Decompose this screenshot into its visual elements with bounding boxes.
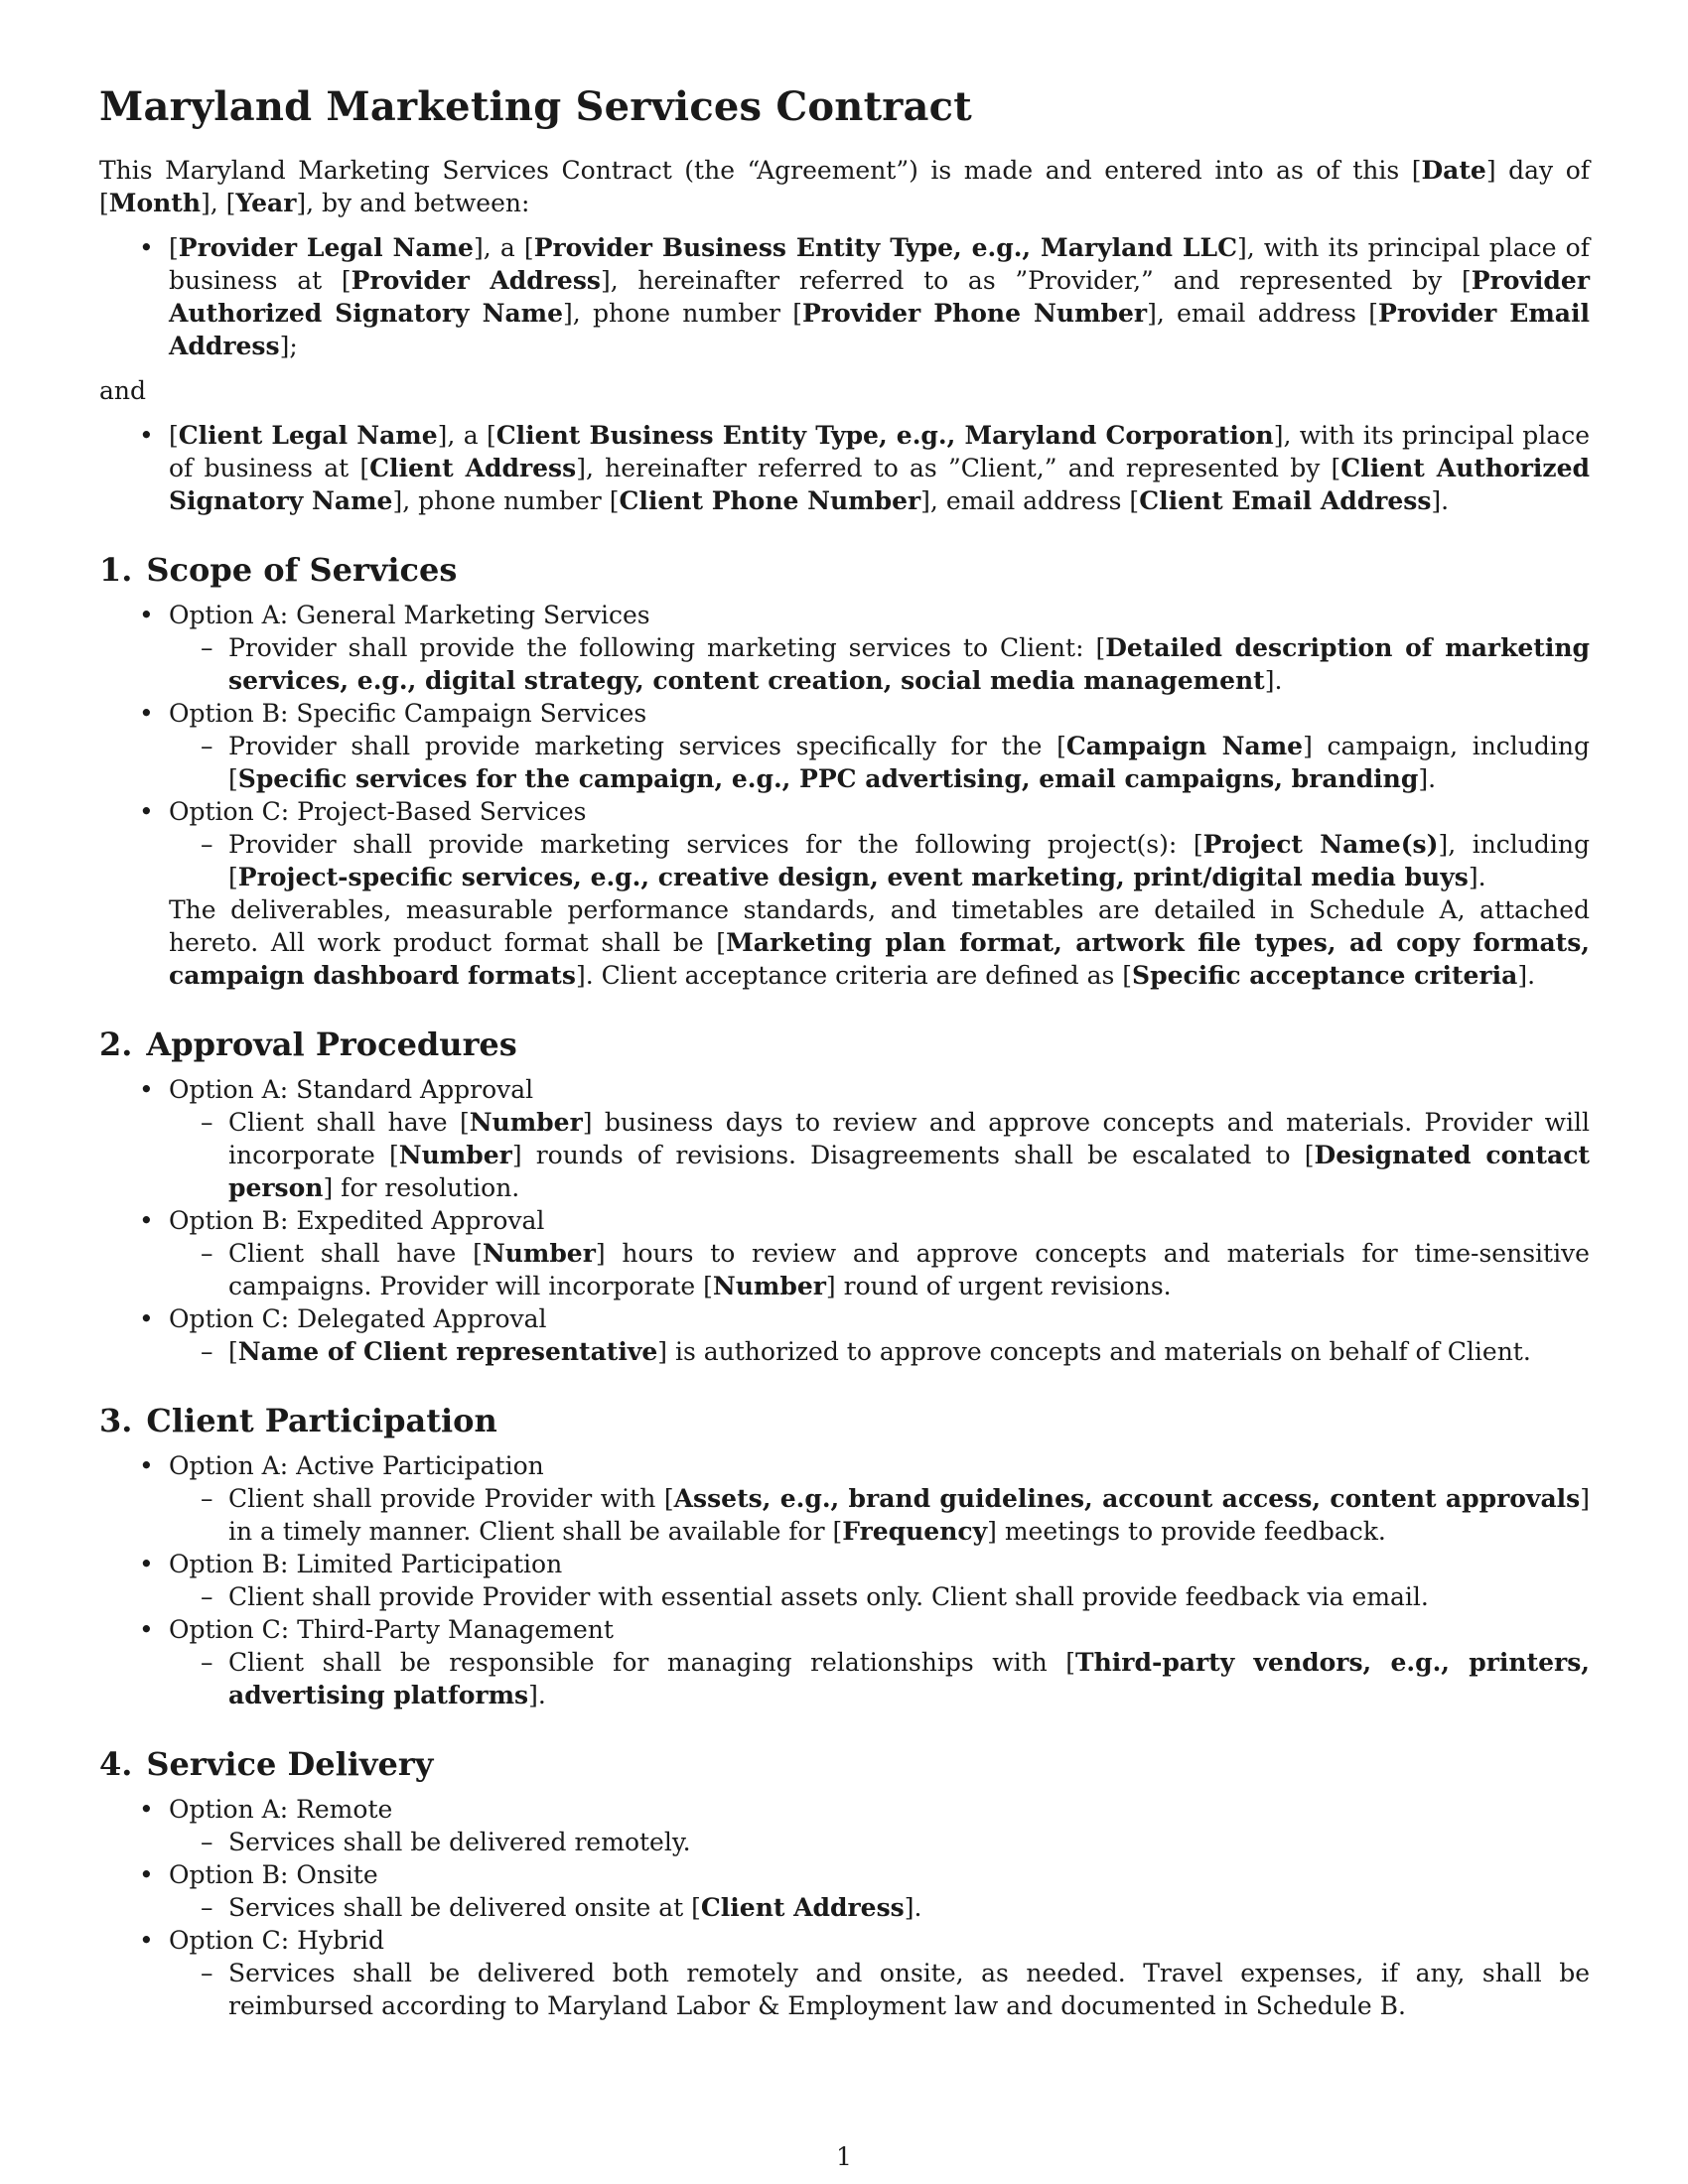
document-title: Maryland Marketing Services Contract	[99, 83, 972, 130]
client-signatory: Client Authorized Signatory Name	[169, 454, 1591, 515]
option-label: • Option B: Limited Participation	[99, 1548, 1590, 1580]
detail-text: ] in a timely manner. Client shall be available for [	[228, 1484, 1590, 1546]
option-label: • Option A: Active Participation	[99, 1449, 1590, 1482]
section-heading-delivery	[99, 1745, 1590, 1783]
option-label: • Option A: Remote	[99, 1793, 1590, 1826]
intro-paragraph	[99, 154, 1590, 219]
party-text: ], email address [	[1147, 299, 1379, 328]
provider-list	[99, 231, 1590, 362]
option-detail	[99, 631, 1590, 697]
section-number: 3.	[99, 1402, 133, 1439]
intro-text: ], [	[201, 189, 236, 217]
detail-text: ] business days to review and approve concepts and materials. Provider will incorporate [	[228, 1108, 1590, 1169]
option-label: • Option C: Project-Based Services	[99, 795, 1590, 828]
placeholder-field: Number	[712, 1272, 826, 1300]
option-label: • Option C: Hybrid	[99, 1924, 1590, 1957]
section-number: 4.	[99, 1745, 133, 1783]
detail-text: ] hours to review and approve concepts and materials for time-sensitive campaigns. Provider will incorporate [	[228, 1239, 1590, 1300]
provider-signatory: Provider Authorized Signatory Name	[169, 266, 1590, 328]
party-text: ], phone number [	[392, 486, 620, 515]
detail-text: Services shall be delivered remotely.	[228, 1828, 691, 1856]
detail-text: Provider shall provide the following marketing services to Client: [	[228, 633, 1106, 662]
placeholder-field: Assets, e.g., brand guidelines, account access, content approvals	[673, 1484, 1581, 1513]
placeholder-field: Project-specific services, e.g., creative design, event marketing, print/digital media buys	[237, 863, 1469, 891]
option-label: • Option C: Delegated Approval	[99, 1302, 1590, 1335]
option-detail	[99, 1106, 1590, 1204]
detail-text: Client shall be responsible for managing relationships with [	[228, 1648, 1076, 1677]
detail-text: Services shall be delivered both remotely and onsite, as needed. Travel expenses, if any, shall be reimbursed according to Maryland Labor & Employment law and documented in Schedule B.	[228, 1959, 1590, 2020]
detail-text: ] campaign, including [	[228, 732, 1590, 793]
note-text: ]. Client acceptance criteria are defined as [	[575, 961, 1133, 990]
provider-email: Provider Email Address	[169, 299, 1590, 360]
option-detail	[99, 1957, 1590, 2022]
section-note	[99, 893, 1590, 992]
option-detail	[99, 730, 1590, 795]
placeholder-field: Name of Client representative	[237, 1337, 658, 1366]
intro-text: ] day of [	[99, 156, 1591, 217]
detail-text: Provider shall provide marketing services specifically for the [	[228, 732, 1066, 760]
detail-text: ], including [	[228, 830, 1590, 891]
detail-text: Client shall have [	[228, 1239, 483, 1268]
placeholder-field: Project Name(s)	[1202, 830, 1439, 859]
page-number: 1	[836, 2142, 852, 2171]
party-text: ], hereinafter referred to as ”Client,” and represented by [	[576, 454, 1341, 482]
option-label: • Option A: General Marketing Services	[99, 599, 1590, 631]
section-title: Scope of Services	[146, 551, 458, 589]
section-title: Approval Procedures	[146, 1025, 517, 1063]
section-heading-approval	[99, 1025, 1590, 1063]
placeholder-field: Detailed description of marketing services, e.g., digital strategy, content creation, social media management	[228, 633, 1591, 695]
section-heading-scope	[99, 551, 1590, 589]
document-page	[99, 83, 1590, 2022]
placeholder-field: Number	[482, 1239, 596, 1268]
option-detail	[99, 828, 1590, 893]
client-address: Client Address	[369, 454, 577, 482]
option-detail	[99, 1891, 1590, 1924]
party-text: ], with its principal place of business at [	[169, 421, 1590, 482]
detail-text: ].	[1418, 764, 1437, 793]
detail-text: ] meetings to provide feedback.	[987, 1517, 1386, 1546]
detail-text: Client shall provide Provider with [	[228, 1484, 674, 1513]
option-detail	[99, 1237, 1590, 1302]
detail-text: Client shall have [	[228, 1108, 470, 1137]
option-label: • Option B: Expedited Approval	[99, 1204, 1590, 1237]
provider-party: • [Provider Legal Name], a [Provider Business Entity Type, e.g., Maryland LLC], with its principal place of business at [Provider Address], hereinafter referred to as ”Provider,” and represented by [Provider Authorized Signatory Name], phone number [Provider Phone Number], email address [Provider Email Address];	[99, 231, 1590, 362]
client-phone: Client Phone Number	[619, 486, 921, 515]
client-party: • [Client Legal Name], a [Client Business Entity Type, e.g., Maryland Corporation], with its principal place of business at [Client Address], hereinafter referred to as ”Client,” and represented by [Client Authorized Signatory Name], phone number [Client Phone Number], email address [Client Email Address].	[99, 419, 1590, 517]
intro-text: ], by and between:	[296, 189, 530, 217]
month-placeholder: Month	[108, 189, 202, 217]
placeholder-field: Designated contact person	[228, 1141, 1590, 1202]
detail-text: ].	[904, 1893, 922, 1922]
party-text: ], email address [	[920, 486, 1140, 515]
placeholder-field: Client Address	[700, 1893, 905, 1922]
client-email: Client Email Address	[1139, 486, 1432, 515]
option-label: • Option A: Standard Approval	[99, 1073, 1590, 1106]
option-label: • Option B: Specific Campaign Services	[99, 697, 1590, 730]
date-placeholder: Date	[1421, 156, 1486, 185]
client-entity-type: Client Business Entity Type, e.g., Maryland Corporation	[495, 421, 1274, 450]
detail-text: [	[228, 1337, 238, 1366]
placeholder-field: Marketing plan format, artwork file types, ad copy formats, campaign dashboard formats	[169, 928, 1591, 990]
detail-text: ].	[1264, 666, 1283, 695]
section-title: Service Delivery	[146, 1745, 434, 1783]
detail-text: ] round of urgent revisions.	[825, 1272, 1172, 1300]
placeholder-field: Number	[469, 1108, 583, 1137]
party-text: ], with its principal place of business at [	[169, 233, 1590, 295]
option-detail	[99, 1335, 1590, 1368]
note-text: ].	[1517, 961, 1536, 990]
party-text: ], a [	[437, 421, 496, 450]
party-text: ];	[279, 332, 298, 360]
provider-phone: Provider Phone Number	[802, 299, 1148, 328]
party-text: ].	[1431, 486, 1450, 515]
section-number: 2.	[99, 1025, 133, 1063]
option-detail	[99, 1482, 1590, 1548]
option-label: • Option C: Third-Party Management	[99, 1613, 1590, 1646]
party-text: ], phone number [	[563, 299, 802, 328]
detail-text: ].	[528, 1681, 546, 1709]
provider-legal-name: Provider Legal Name	[178, 233, 474, 262]
detail-text: Provider shall provide marketing services for the following project(s): [	[228, 830, 1203, 859]
intro-text: This Maryland Marketing Services Contract (the “Agreement”) is made and entered into as of this [	[99, 156, 1422, 185]
provider-address: Provider Address	[351, 266, 601, 295]
section-number: 1.	[99, 551, 133, 589]
detail-text: ] rounds of revisions. Disagreements shall be escalated to [	[511, 1141, 1315, 1169]
option-label: • Option B: Onsite	[99, 1858, 1590, 1891]
client-legal-name: Client Legal Name	[178, 421, 438, 450]
section-title: Client Participation	[146, 1402, 497, 1439]
placeholder-field: Number	[398, 1141, 512, 1169]
placeholder-field: Specific acceptance criteria	[1132, 961, 1518, 990]
placeholder-field: Specific services for the campaign, e.g., PPC advertising, email campaigns, branding	[237, 764, 1419, 793]
detail-text: ] is authorized to approve concepts and materials on behalf of Client.	[657, 1337, 1531, 1366]
year-placeholder: Year	[235, 189, 297, 217]
detail-text: Services shall be delivered onsite at [	[228, 1893, 701, 1922]
note-text: The deliverables, measurable performance standards, and timetables are detailed in Schedule A, attached hereto. All work product format shall be [	[169, 895, 1590, 957]
option-detail	[99, 1646, 1590, 1711]
placeholder-field: Campaign Name	[1065, 732, 1304, 760]
provider-entity-type: Provider Business Entity Type, e.g., Maryland LLC	[533, 233, 1237, 262]
party-text: ], hereinafter referred to as ”Provider,” and represented by [	[600, 266, 1472, 295]
placeholder-field: Frequency	[842, 1517, 988, 1546]
and-connector: and	[99, 376, 147, 405]
option-detail	[99, 1580, 1590, 1613]
client-list	[99, 419, 1590, 517]
party-text: ], a [	[473, 233, 534, 262]
detail-text: Client shall provide Provider with essential assets only. Client shall provide feedback via email.	[228, 1582, 1429, 1611]
placeholder-field: Third-party vendors, e.g., printers, advertising platforms	[228, 1648, 1590, 1709]
section-heading-participation	[99, 1402, 1590, 1439]
detail-text: ] for resolution.	[323, 1173, 520, 1202]
detail-text: ].	[1468, 863, 1486, 891]
option-detail	[99, 1826, 1590, 1858]
